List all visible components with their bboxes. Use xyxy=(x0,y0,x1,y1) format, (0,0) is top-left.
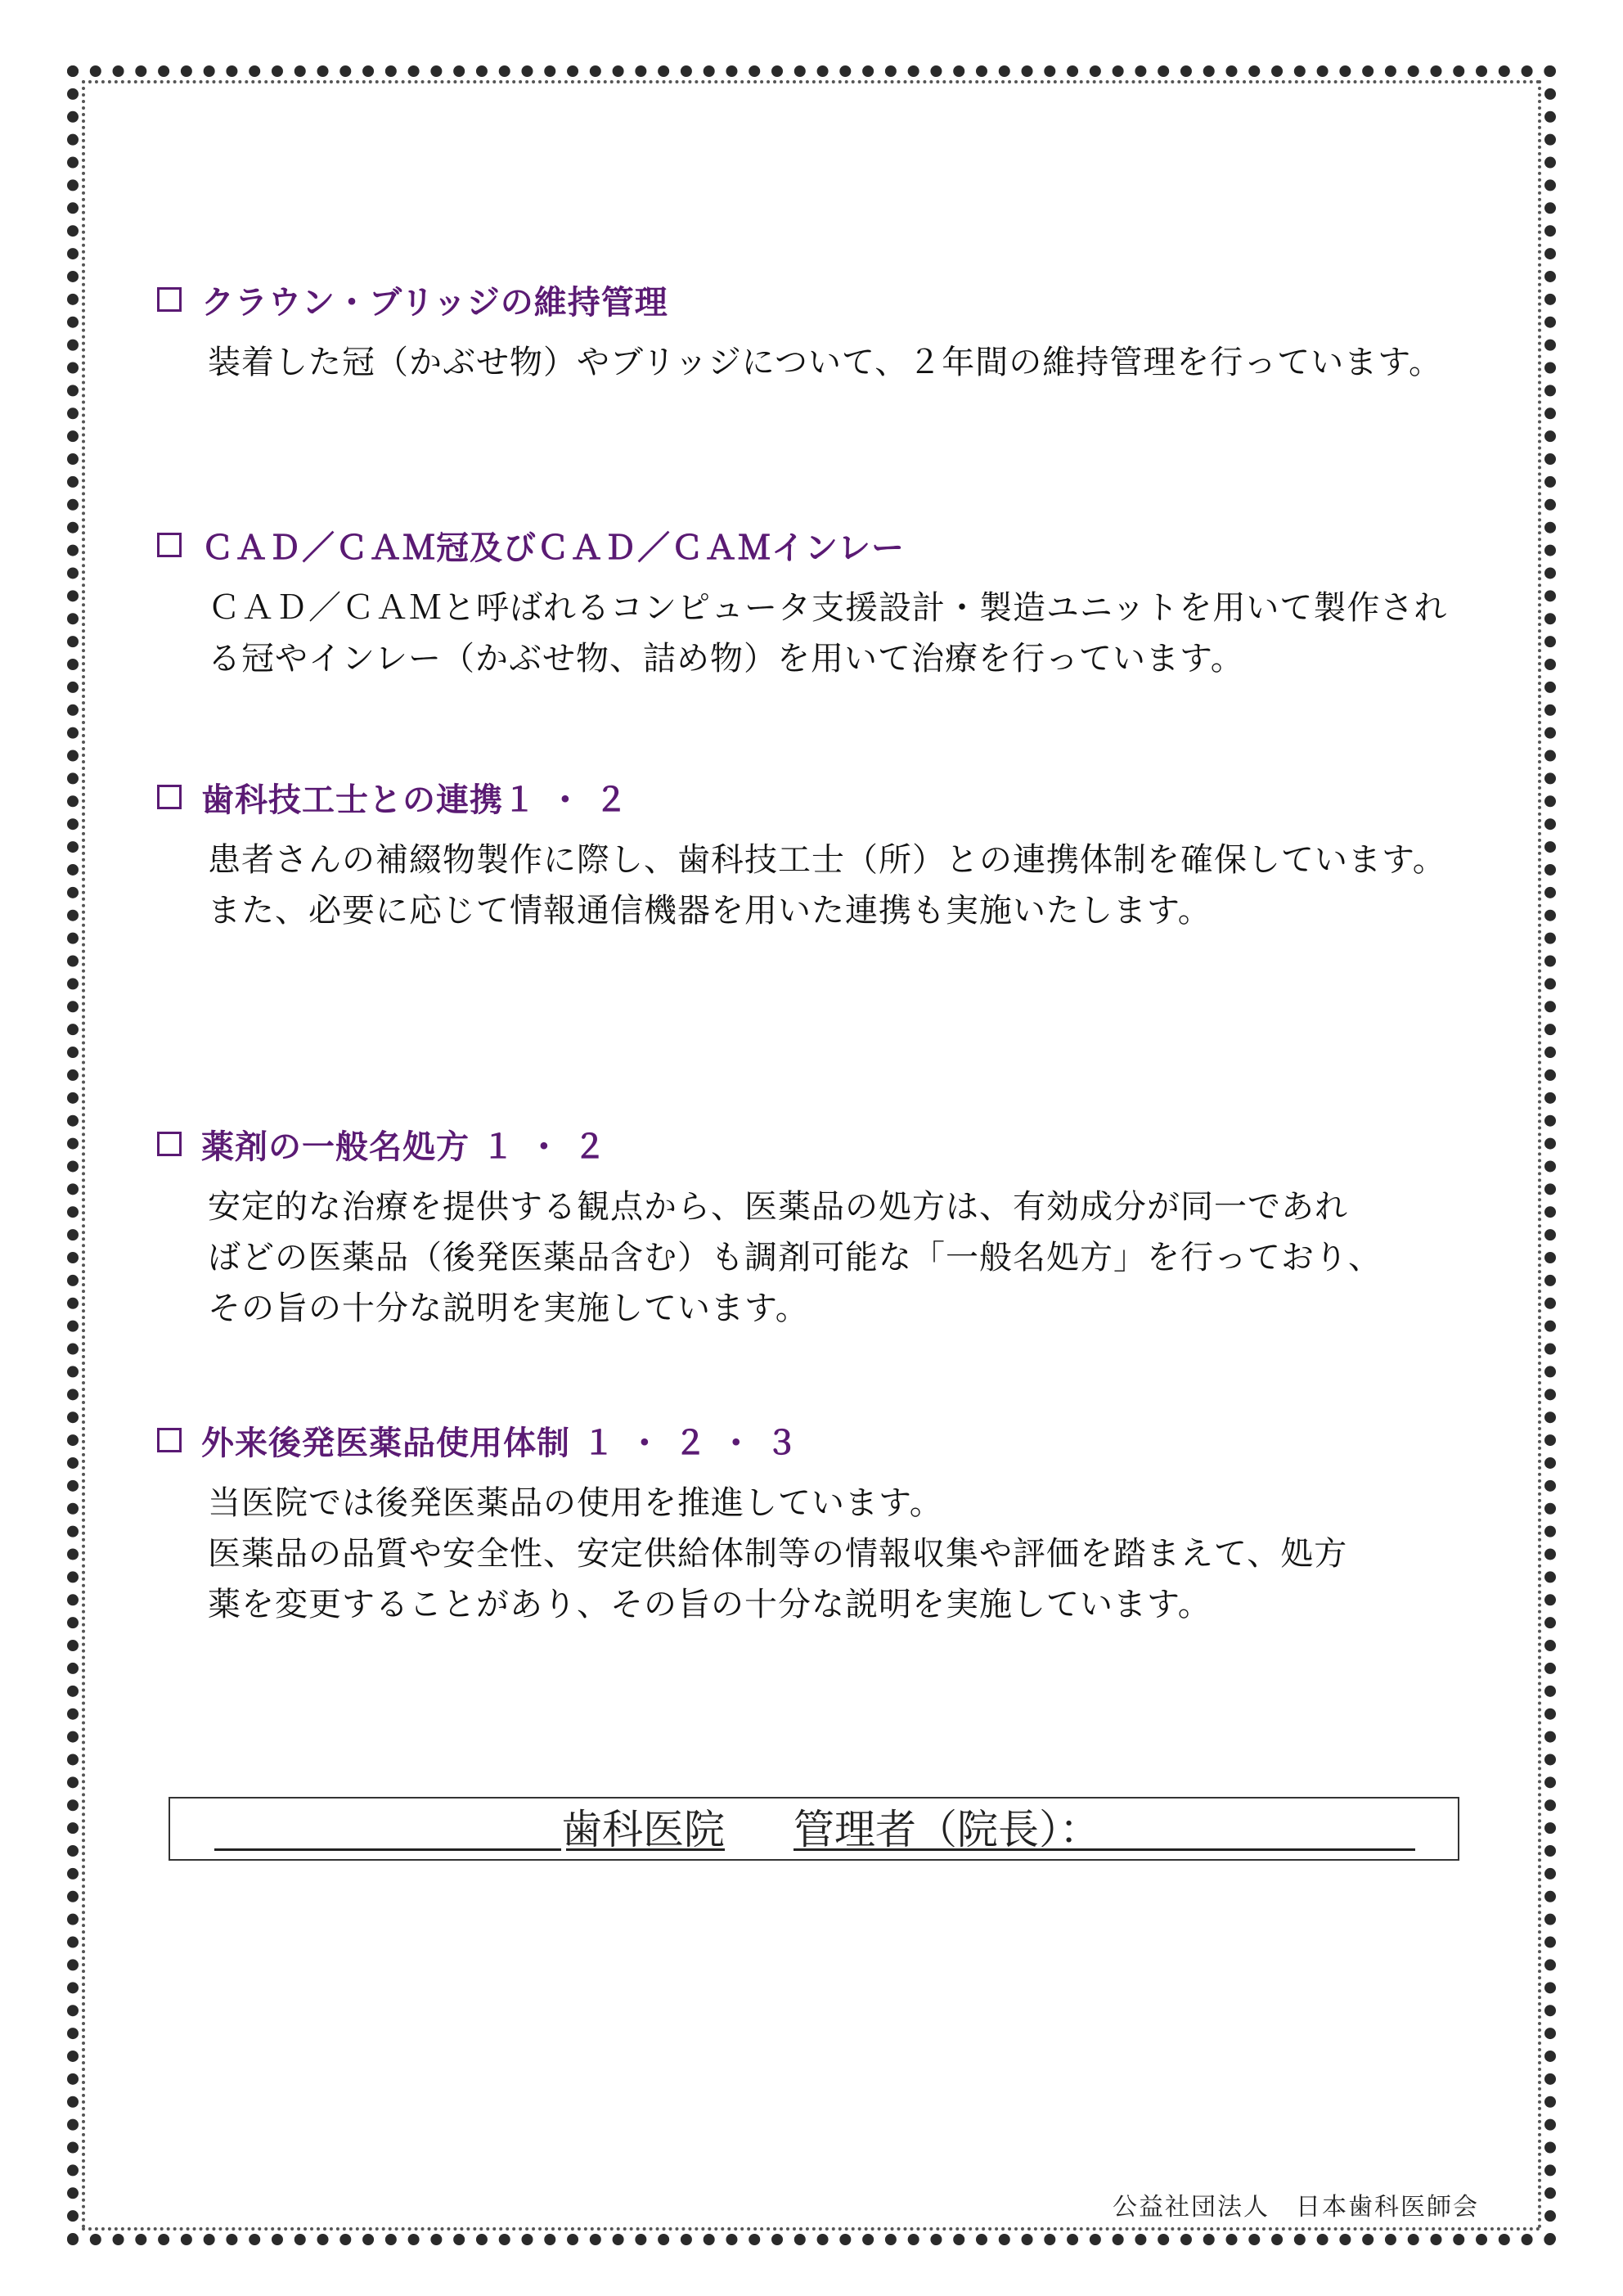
manager-name-blank[interactable] xyxy=(794,1848,1415,1851)
section-body xyxy=(157,583,1499,684)
body-line: 安定的な治療を提供する観点から、医薬品の処方は、有効成分が同一であれ xyxy=(208,1188,1348,1226)
signature-box xyxy=(169,1797,1459,1861)
section-heading xyxy=(157,1414,1499,1466)
clinic-suffix-underline xyxy=(566,1848,725,1851)
section-heading-text: 歯科技工士との連携１ ・ ２ xyxy=(201,781,628,819)
section-crown-bridge xyxy=(157,273,1499,388)
section-body xyxy=(157,1478,1499,1630)
body-line: また、必要に応じて情報通信機器を用いた連携も実施いたします。 xyxy=(208,892,1212,930)
section-cad-cam xyxy=(157,519,1499,684)
section-heading xyxy=(157,273,1499,326)
clinic-suffix-label: 歯科医院 xyxy=(561,1806,725,1853)
section-body xyxy=(157,835,1499,936)
body-line: 薬を変更することがあり、その旨の十分な説明を実施しています。 xyxy=(208,1586,1212,1623)
section-heading xyxy=(157,519,1499,571)
body-line: ＣＡＤ／ＣＡＭと呼ばれるコンピュータ支援設計・製造ユニットを用いて製作され xyxy=(208,589,1448,627)
body-line: る冠やインレー（かぶせ物、詰め物）を用いて治療を行っています。 xyxy=(208,640,1244,678)
section-generic-prescription xyxy=(157,1118,1499,1334)
checkbox-icon[interactable] xyxy=(157,1132,182,1156)
checkbox-icon[interactable] xyxy=(157,785,182,809)
section-heading-text: クラウン・ブリッジの維持管理 xyxy=(201,283,668,322)
organization-footer: 公益社団法人 日本歯科医師会 xyxy=(1113,2193,1479,2222)
section-body xyxy=(157,337,1499,388)
checkbox-icon[interactable] xyxy=(157,287,182,312)
section-heading-text: 薬剤の一般名処方 １ ・ ２ xyxy=(201,1128,607,1166)
body-line: 装着した冠（かぶせ物）やブリッジについて、２年間の維持管理を行っています。 xyxy=(208,344,1442,381)
section-generic-drug-system xyxy=(157,1414,1499,1630)
section-heading xyxy=(157,771,1499,823)
section-heading-text: ＣＡＤ／ＣＡＭ冠及びＣＡＤ／ＣＡＭインレー xyxy=(201,529,905,567)
body-line: 医薬品の品質や安全性、安定供給体制等の情報収集や評価を踏まえて、処方 xyxy=(208,1535,1348,1573)
section-heading-text: 外来後発医薬品使用体制 １ ・ ２ ・ ３ xyxy=(201,1424,799,1462)
manager-label: 管理者（院長）： xyxy=(794,1806,1100,1853)
clinic-name-blank[interactable] xyxy=(214,1848,561,1851)
section-dental-technician xyxy=(157,771,1499,936)
section-heading xyxy=(157,1118,1499,1170)
checkbox-icon[interactable] xyxy=(157,1428,182,1452)
body-line: 当医院では後発医薬品の使用を推進しています。 xyxy=(208,1484,943,1522)
body-line: ばどの医薬品（後発医薬品含む）も調剤可能な「一般名処方」を行っており、 xyxy=(208,1239,1382,1276)
body-line: 患者さんの補綴物製作に際し、歯科技工士（所）との連携体制を確保しています。 xyxy=(208,841,1446,879)
checkbox-icon[interactable] xyxy=(157,533,182,557)
section-body xyxy=(157,1182,1499,1334)
body-line: その旨の十分な説明を実施しています。 xyxy=(208,1290,809,1327)
